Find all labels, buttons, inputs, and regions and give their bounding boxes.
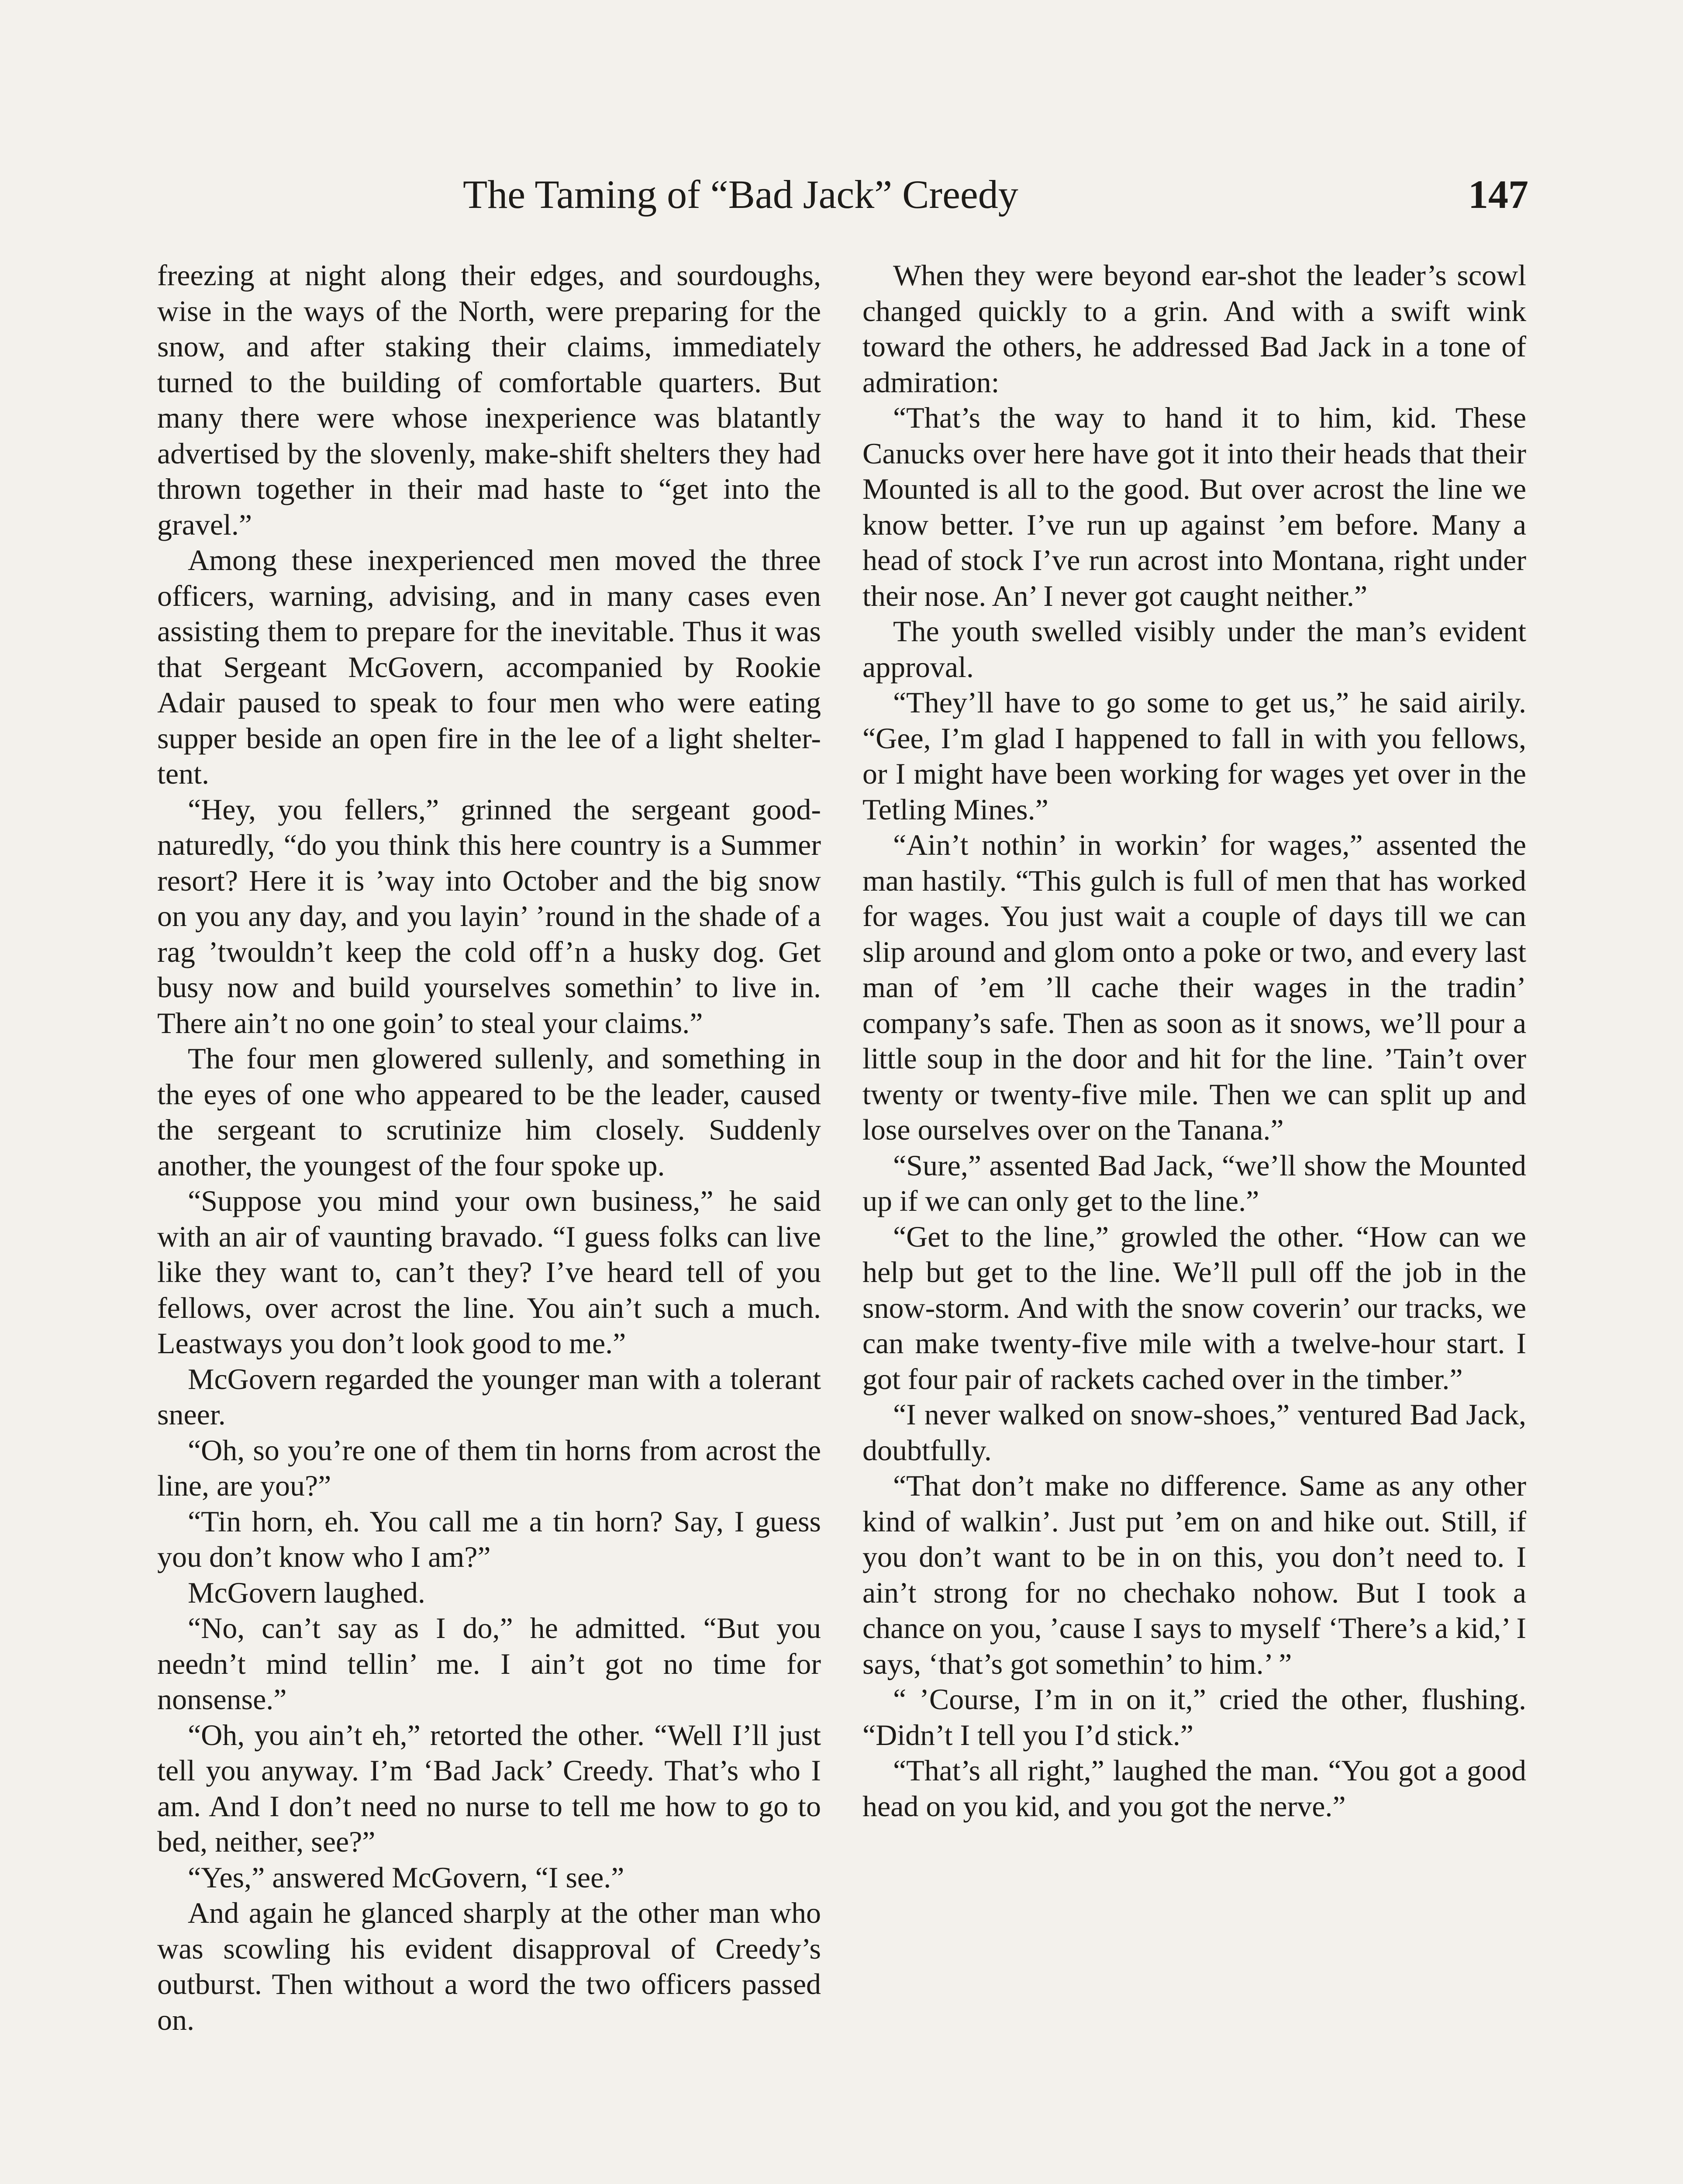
paragraph: Among these inexperienced men moved the three officers, warning, advising, and in many cases even assisting them to prepare for the inevitable. Thus it was that Sergeant McGovern, accompanied by Rookie Adair paused to speak to four men who were eating supper beside an open fire in the lee of a light shelter-tent.	[157, 543, 821, 790]
paragraph: “That’s all right,” laughed the man. “You got a good head on you kid, and you got the nerve.”	[862, 1754, 1526, 1823]
paragraph: “That’s the way to hand it to him, kid. These Canucks over here have got it into their heads that their Mounted is all to the good. But over acrost the line we know better. I’ve run up against ’em before. Many a head of stock I’ve run acrost into Montana, right under their nose. An’ I never got caught neither.”	[862, 401, 1526, 612]
paragraph: McGovern regarded the younger man with a tolerant sneer.	[157, 1362, 821, 1431]
paragraph: “I never walked on snow-shoes,” ventured Bad Jack, doubtfully.	[862, 1398, 1526, 1467]
paragraph: “Yes,” answered McGovern, “I see.”	[188, 1860, 624, 1894]
left-column	[157, 258, 821, 2038]
paragraph: “Sure,” assented Bad Jack, “we’ll show the Mounted up if we can only get to the line.”	[862, 1148, 1526, 1217]
running-title: The Taming of “Bad Jack” Creedy	[463, 172, 1018, 217]
paragraph: The four men glowered sullenly, and something in the eyes of one who appeared to be the leader, caused the sergeant to scrutinize him closely. Suddenly another, the youngest of the four spoke up.	[157, 1042, 821, 1182]
paragraph: McGovern laughed.	[188, 1576, 425, 1609]
paragraph: “Hey, you fellers,” grinned the sergeant good-naturedly, “do you think this here country is a Summer resort? Here it is ’way into October and the big snow on you any day, and you layin’ ’round in the shade of a rag ’twouldn’t keep the cold off’n a husky dog. Get busy now and build yourselves somethin’ to live in. There ain’t no one goin’ to steal your claims.”	[157, 792, 821, 1040]
paragraph: When they were beyond ear-shot the leader’s scowl changed quickly to a grin. And with a swift wink toward the others, he addressed Bad Jack in a tone of admiration:	[862, 259, 1526, 399]
paragraph: “No, can’t say as I do,” he admitted. “But you needn’t mind tellin’ me. I ain’t got no time for nonsense.”	[157, 1611, 821, 1716]
paragraph: “Ain’t nothin’ in workin’ for wages,” assented the man hastily. “This gulch is full of men that has worked for wages. You just wait a couple of days till we can slip around and glom onto a poke or two, and every last man of ’em ’ll cache their wages in the tradin’ company’s safe. Then as soon as it snows, we’ll pour a little soup in the door and hit for the line. ’Tain’t over twenty or twenty-five mile. Then we can split up and lose ourselves over on the Tanana.”	[862, 828, 1526, 1146]
paragraph: The youth swelled visibly under the man’s evident approval.	[862, 615, 1526, 684]
paragraph: And again he glanced sharply at the other man who was scowling his evident disapproval of Creedy’s outburst. Then without a word the two officers passed on.	[157, 1896, 821, 2036]
paragraph: “ ’Course, I’m in on it,” cried the other, flushing. “Didn’t I tell you I’d stick.”	[862, 1683, 1526, 1752]
paragraph: “They’ll have to go some to get us,” he said airily. “Gee, I’m glad I happened to fall in with you fellows, or I might have been working for wages yet over in the Tetling Mines.”	[862, 686, 1526, 826]
right-column	[862, 258, 1526, 1824]
page-header	[157, 168, 1528, 247]
page-number: 147	[1468, 172, 1528, 217]
paragraph: “Tin horn, eh. You call me a tin horn? Say, I guess you don’t know who I am?”	[157, 1504, 821, 1573]
paragraph: freezing at night along their edges, and sourdoughs, wise in the ways of the North, were preparing for the snow, and after staking their claims, immediately turned to the building of comfortable quarters. But many there were whose inexperience was blatantly advertised by the slovenly, make-shift shelters they had thrown together in their mad haste to “get into the gravel.”	[157, 259, 821, 541]
paragraph: “Get to the line,” growled the other. “How can we help but get to the line. We’ll pull off the job in the snow-storm. And with the snow coverin’ our tracks, we can make twenty-five mile with a twelve-hour start. I got four pair of rackets cached over in the timber.”	[862, 1220, 1526, 1396]
paragraph: “Suppose you mind your own business,” he said with an air of vaunting bravado. “I guess folks can live like they want to, can’t they? I’ve heard tell of you fellows, over acrost the line. You ain’t such a much. Leastways you don’t look good to me.”	[157, 1184, 821, 1360]
paragraph: “That don’t make no difference. Same as any other kind of walkin’. Just put ’em on and hike out. Still, if you don’t want to be in on this, you don’t need to. I ain’t strong for no chechako nohow. But I took a chance on you, ’cause I says to myself ‘There’s a kid,’ I says, ‘that’s got somethin’ to him.’ ”	[862, 1469, 1526, 1680]
paragraph: “Oh, you ain’t eh,” retorted the other. “Well I’ll just tell you anyway. I’m ‘Bad Jack’ Creedy. That’s who I am. And I don’t need no nurse to tell me how to go to bed, neither, see?”	[157, 1718, 821, 1858]
paragraph: “Oh, so you’re one of them tin horns from acrost the line, are you?”	[157, 1433, 821, 1502]
